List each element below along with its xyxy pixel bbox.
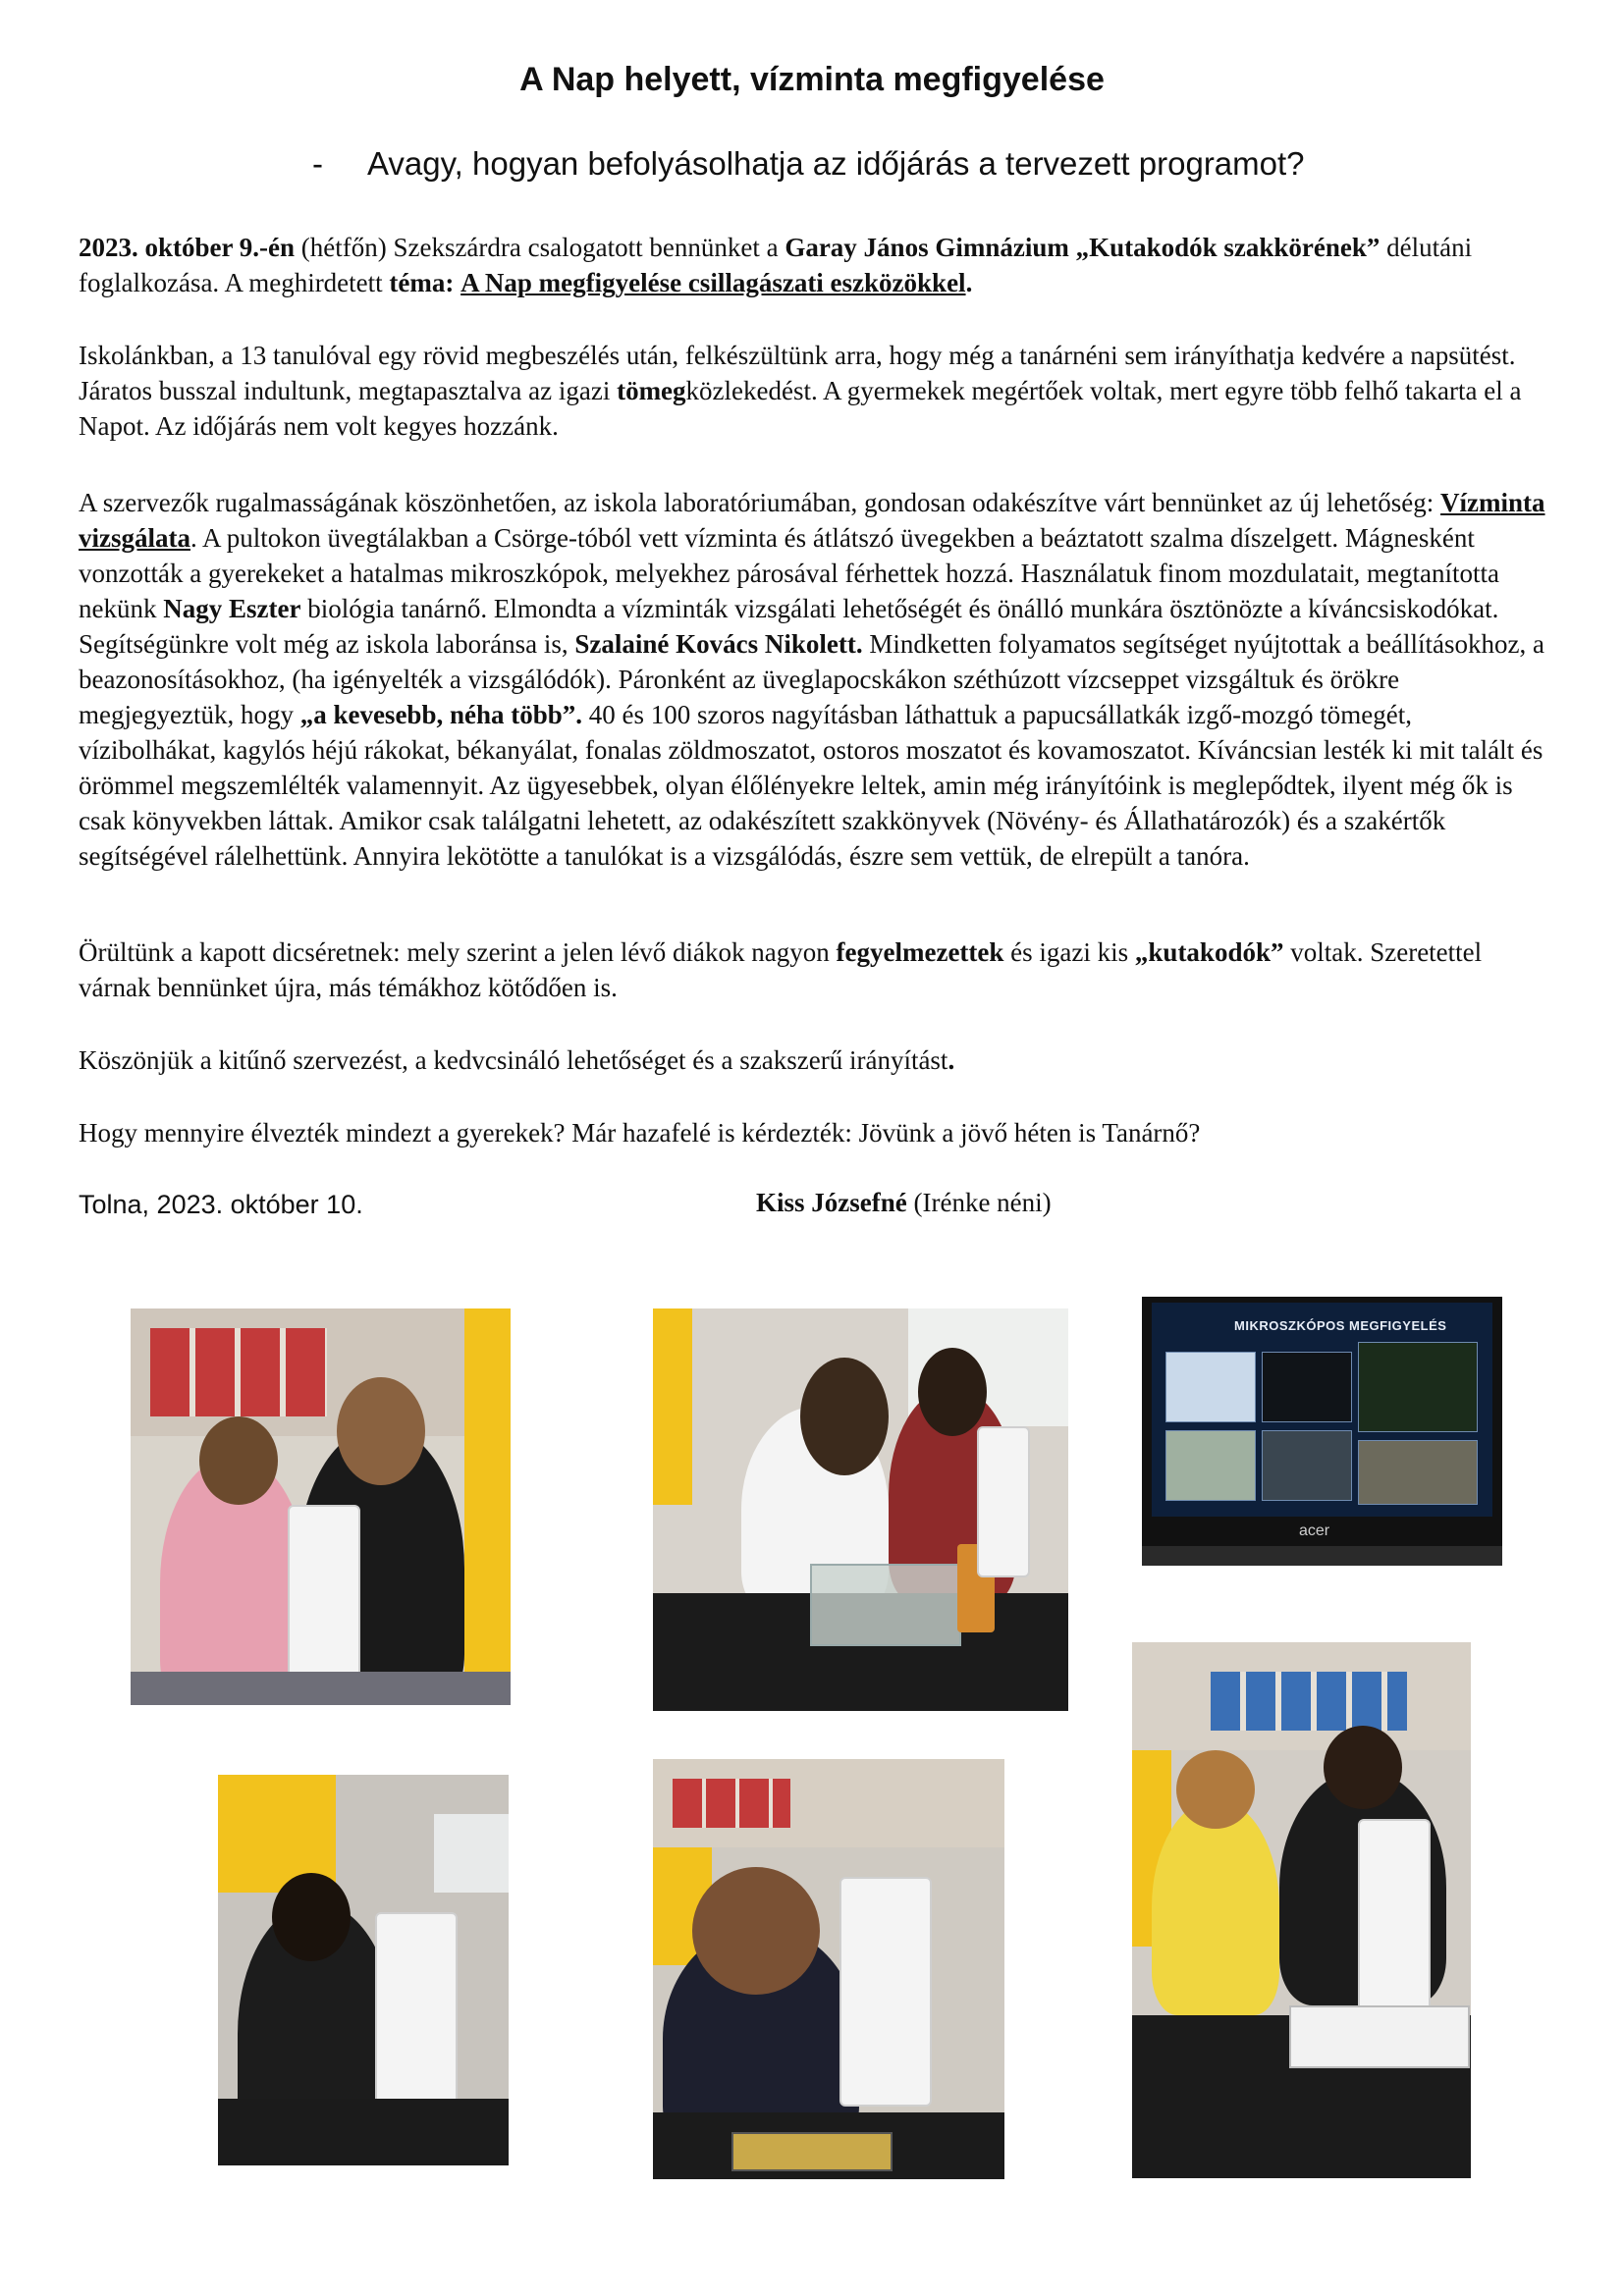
photo-boy-microscope [218, 1775, 509, 2165]
text: közlekedést. A gyermekek megértőek voltak, mert egyre több felhő takarta el a Napot. Az időjárás nem volt kegyes hozzánk. [79, 376, 1522, 441]
document-title: A Nap helyett, vízminta megfigyelése [519, 61, 1105, 98]
paragraph-praise [79, 934, 1551, 1005]
subtitle-text: Avagy, hogyan befolyásolhatja az időjárás a tervezett programot? [367, 145, 1305, 182]
hair [337, 1377, 425, 1485]
gas-burner-unit [1289, 2005, 1470, 2068]
microscope [1358, 1819, 1431, 2029]
hair [199, 1416, 278, 1505]
hair [692, 1867, 820, 1995]
author-name: Kiss Józsefné [756, 1188, 907, 1217]
text: A szervezők rugalmasságának köszönhetően, az iskola laboratóriumában, gondosan odakészítve várt bennünket az új lehetőség: [79, 488, 1441, 517]
photo-boys-microscopes [1132, 1642, 1471, 2178]
text: . [947, 1045, 955, 1075]
yellow-wall [464, 1308, 511, 1705]
keyboard-edge [1142, 1546, 1502, 1566]
bench [131, 1672, 511, 1705]
paragraph-lab [79, 485, 1551, 874]
topic-label: téma: [389, 268, 455, 297]
school-name: Garay János Gimnázium „Kutakodók szakkörének” [785, 233, 1380, 262]
photo-laptop-screen [1142, 1297, 1502, 1566]
document-subtitle [312, 145, 1305, 183]
hair [800, 1358, 889, 1475]
paragraph-travel [79, 338, 1551, 444]
water-tank [810, 1564, 961, 1646]
screen-title: MIKROSZKÓPOS MEGFIGYELÉS [1234, 1318, 1447, 1333]
text: Hogy mennyire élvezték mindezt a gyerekek? Már hazafelé is kérdezték: Jövünk a jövő héten is Tanárnő? [79, 1118, 1201, 1148]
person [1152, 1799, 1279, 2015]
paragraph-closing [79, 1115, 1551, 1150]
text: voltak. Szeretettel várnak bennünket újra, más témákhoz kötődően is. [79, 937, 1483, 1002]
photo-water-tank [653, 1308, 1068, 1711]
event-date: 2023. október 9.-én [79, 233, 295, 262]
microscope [839, 1877, 932, 2107]
new-topic: Vízminta vizsgálata [79, 488, 1545, 553]
hair [1176, 1750, 1255, 1829]
quote: „a kevesebb, néha több”. [299, 700, 582, 729]
hair [1324, 1726, 1402, 1809]
text: Mindketten folyamatos segítséget nyújtottak a beállításokhoz, a beazonosításokhoz, (ha igényelték a vizsgálódók). Páronként az üveglapocskákon széthúzott vízcseppet vizsgáltuk és örökre megjegyeztük, hogy [79, 629, 1544, 729]
text: Köszönjük a kitűnő szervezést, a kedvcsináló lehetőséget és a szakszerű irányítást [79, 1045, 948, 1075]
paragraph-thanks [79, 1042, 1551, 1078]
teacher-name: Nagy Eszter [163, 594, 301, 623]
thumbnail [1358, 1440, 1478, 1505]
laptop-brand: acer [1299, 1522, 1330, 1539]
microscope [288, 1505, 360, 1695]
thumbnail [1165, 1352, 1256, 1422]
hair [918, 1348, 987, 1436]
thumbnail [1262, 1352, 1352, 1422]
text: . A pultokon üvegtálakban a Csörge-tóból vett vízminta és átlátszó üvegekben a beáztatott szalma díszelgett. Mágnesként vonzották a gyerekeket a hatalmas mikroszkópok, melyekhez párosával férhettek hozzá. Használatuk finom mozdulatait, megtanította nekünk [79, 523, 1499, 623]
hair [272, 1873, 351, 1961]
topic-title: A Nap megfigyelése csillagászati eszközökkel [460, 268, 966, 297]
text: délutáni foglalkozása. A meghirdetett [79, 233, 1473, 297]
thumbnail [1358, 1342, 1478, 1432]
storage-boxes [673, 1779, 790, 1828]
storage-boxes [150, 1328, 327, 1416]
microscope [977, 1426, 1030, 1577]
paragraph-intro [79, 230, 1551, 300]
text: Iskolánkban, a 13 tanulóval egy rövid megbeszélés után, felkészültünk arra, hogy még a tanárnéni sem irányíthatja kedvére a napsütést. Járatos busszal indultunk, megtapasztalva az igazi [79, 341, 1516, 405]
photo-girls-microscope [131, 1308, 511, 1705]
place-date: Tolna, 2023. október 10. [79, 1190, 363, 1219]
thumbnail [1262, 1430, 1352, 1501]
author [756, 1188, 1052, 1218]
microscope [375, 1912, 458, 2112]
photo-girl-microscope [653, 1759, 1004, 2179]
subtitle-dash: - [312, 145, 323, 182]
text: biológia tanárnő. Elmondta a vízminták vizsgálati lehetőségét és önálló munkára ösztönözte a kíváncsiskodókat. Segítségünkre volt még az iskola laboránsa is, [79, 594, 1499, 659]
text: Örültünk a kapott dicséretnek: mely szerint a jelen lévő diákok nagyon [79, 937, 837, 967]
lab-assistant-name: Szalainé Kovács Nikolett. [574, 629, 863, 659]
text: és igazi kis [1003, 937, 1135, 967]
text: (hétfőn) Szekszárdra csalogatott bennünket a [295, 233, 785, 262]
emphasis-tomeg: tömeg [617, 376, 686, 405]
screen [1152, 1303, 1492, 1517]
thumbnail [1165, 1430, 1256, 1501]
whiteboard [434, 1814, 509, 1893]
emphasis: „kutakodók” [1134, 937, 1284, 967]
text: . [965, 268, 973, 297]
bench [218, 2099, 509, 2165]
yellow-wall [653, 1308, 692, 1505]
book [731, 2132, 893, 2171]
text: 40 és 100 szoros nagyításban láthattuk a papucsállatkák izgő-mozgó tömegét, vízibolhákat, kagylós héjú rákokat, békanyálat, fonalas zöldmoszatot, ostoros moszatot és kovamoszatot. Kíváncsian lesték ki mit talált és örömmel megszemlélték valamennyit. Az ügyesebbek, olyan élőlényekre leltek, amin még irányítóink is meglepődtek, ilyent még ők is csak könyvekben láttak. Amikor csak találgatni lehetett, az odakészített szakkönyvek (Növény- és Állathatározók) és a szakértők segítségével rálelhettünk. Annyira lekötötte a tanulókat is a vizsgálódás, észre sem vettük, de elrepült a tanóra. [79, 700, 1543, 871]
emphasis: fegyelmezettek [836, 937, 1004, 967]
storage-boxes [1211, 1672, 1407, 1731]
author-nick: (Irénke néni) [906, 1188, 1052, 1217]
